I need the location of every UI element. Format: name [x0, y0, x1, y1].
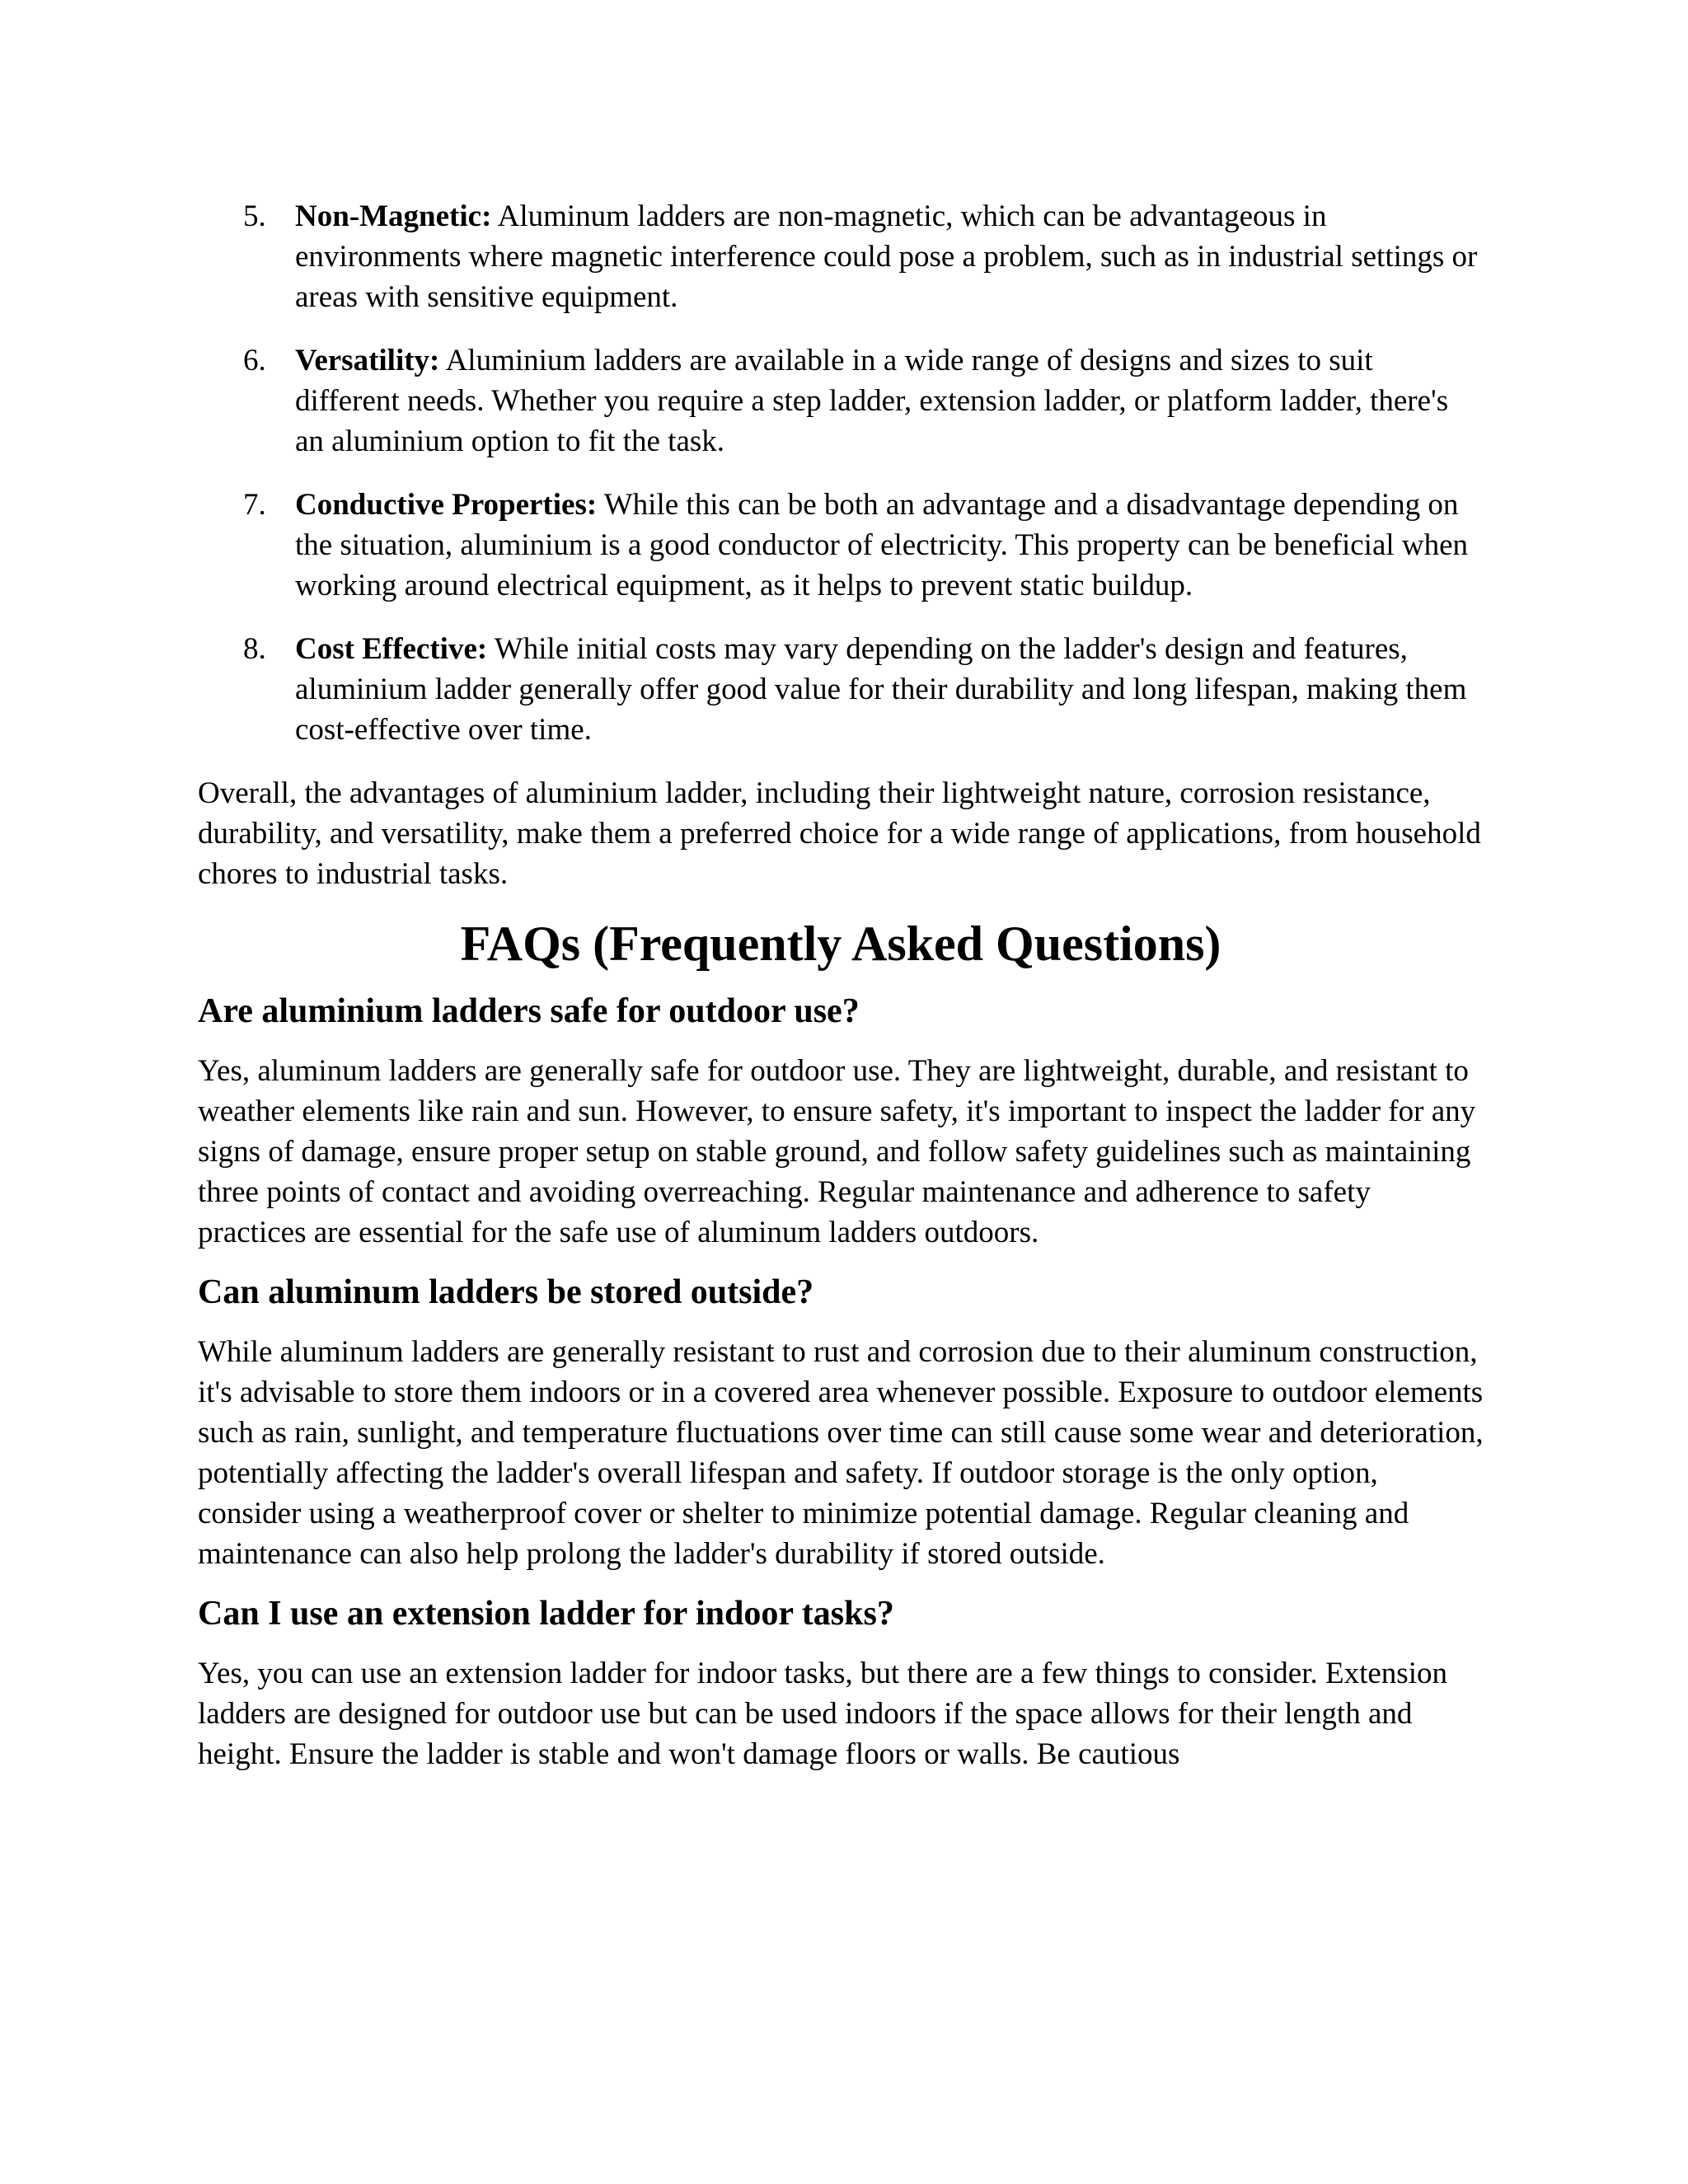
list-number: 5.: [243, 199, 266, 233]
advantages-list: [198, 196, 1484, 750]
list-term: Non-Magnetic:: [295, 199, 492, 233]
faq-answer: Yes, aluminum ladders are generally safe for outdoor use. They are lightweight, durable, and resistant to weather elements like rain and sun. However, to ensure safety, it's important to inspect the ladder for any signs of damage, ensure proper setup on stable ground, and follow safety guidelines such as maintaining three points of contact and avoiding overreaching. Regular maintenance and adherence to safety practices are essential for the safe use of aluminum ladders outdoors.: [198, 1054, 1476, 1249]
faq-question: Can aluminum ladders be stored outside?: [198, 1273, 814, 1311]
list-text: While this can be both an advantage and a disadvantage depending on the situation, aluminium is a good conductor of electricity. This property can be beneficial when working around electrical equipment, as it helps to prevent static buildup.: [295, 488, 1469, 602]
list-text: While initial costs may vary depending on the ladder's design and features, aluminium ladder generally offer good value for their durability and long lifespan, making them cost-effective over time.: [295, 632, 1467, 747]
faq-question: Are aluminium ladders safe for outdoor use?: [198, 992, 860, 1030]
list-term: Versatility:: [295, 344, 440, 377]
faq-answer: Yes, you can use an extension ladder for indoor tasks, but there are a few things to consider. Extension ladders are designed for outdoor use but can be used indoors if the space allows for their length and height. Ensure the ladder is stable and won't damage floors or walls. Be cautious: [198, 1657, 1447, 1771]
list-item: [198, 340, 1484, 462]
list-text: Aluminium ladders are available in a wide range of designs and sizes to suit different needs. Whether you require a step ladder, extension ladder, or platform ladder, there's an aluminium option to fit the task.: [295, 344, 1449, 458]
list-term: Conductive Properties:: [295, 488, 598, 522]
faq-item: [198, 990, 1484, 1253]
list-item: [198, 629, 1484, 750]
faq-heading: FAQs (Frequently Asked Questions): [460, 916, 1221, 971]
faq-answer: While aluminum ladders are generally resistant to rust and corrosion due to their aluminum construction, it's advisable to store them indoors or in a covered area whenever possible. Exposure to outdoor elements such as rain, sunlight, and temperature fluctuations over time can still cause some wear and deterioration, potentially affecting the ladder's overall lifespan and safety. If outdoor storage is the only option, consider using a weatherproof cover or shelter to minimize potential damage. Regular cleaning and maintenance can also help prolong the ladder's durability if stored outside.: [198, 1335, 1484, 1571]
list-item: [198, 485, 1484, 606]
list-number: 6.: [243, 344, 266, 377]
document-page: [198, 196, 1484, 1793]
list-term: Cost Effective:: [295, 632, 488, 666]
faq-item: [198, 1592, 1484, 1774]
faq-item: [198, 1271, 1484, 1574]
list-number: 8.: [243, 632, 266, 666]
list-text: Aluminum ladders are non-magnetic, which can be advantageous in environments where magnetic interference could pose a problem, such as in industrial settings or areas with sensitive equipment.: [295, 199, 1478, 314]
list-item: [198, 196, 1484, 317]
summary-paragraph: Overall, the advantages of aluminium ladder, including their lightweight nature, corrosion resistance, durability, and versatility, make them a preferred choice for a wide range of applications, from household chores to industrial tasks.: [198, 776, 1481, 891]
faq-question: Can I use an extension ladder for indoor tasks?: [198, 1595, 894, 1633]
list-number: 7.: [243, 488, 266, 522]
